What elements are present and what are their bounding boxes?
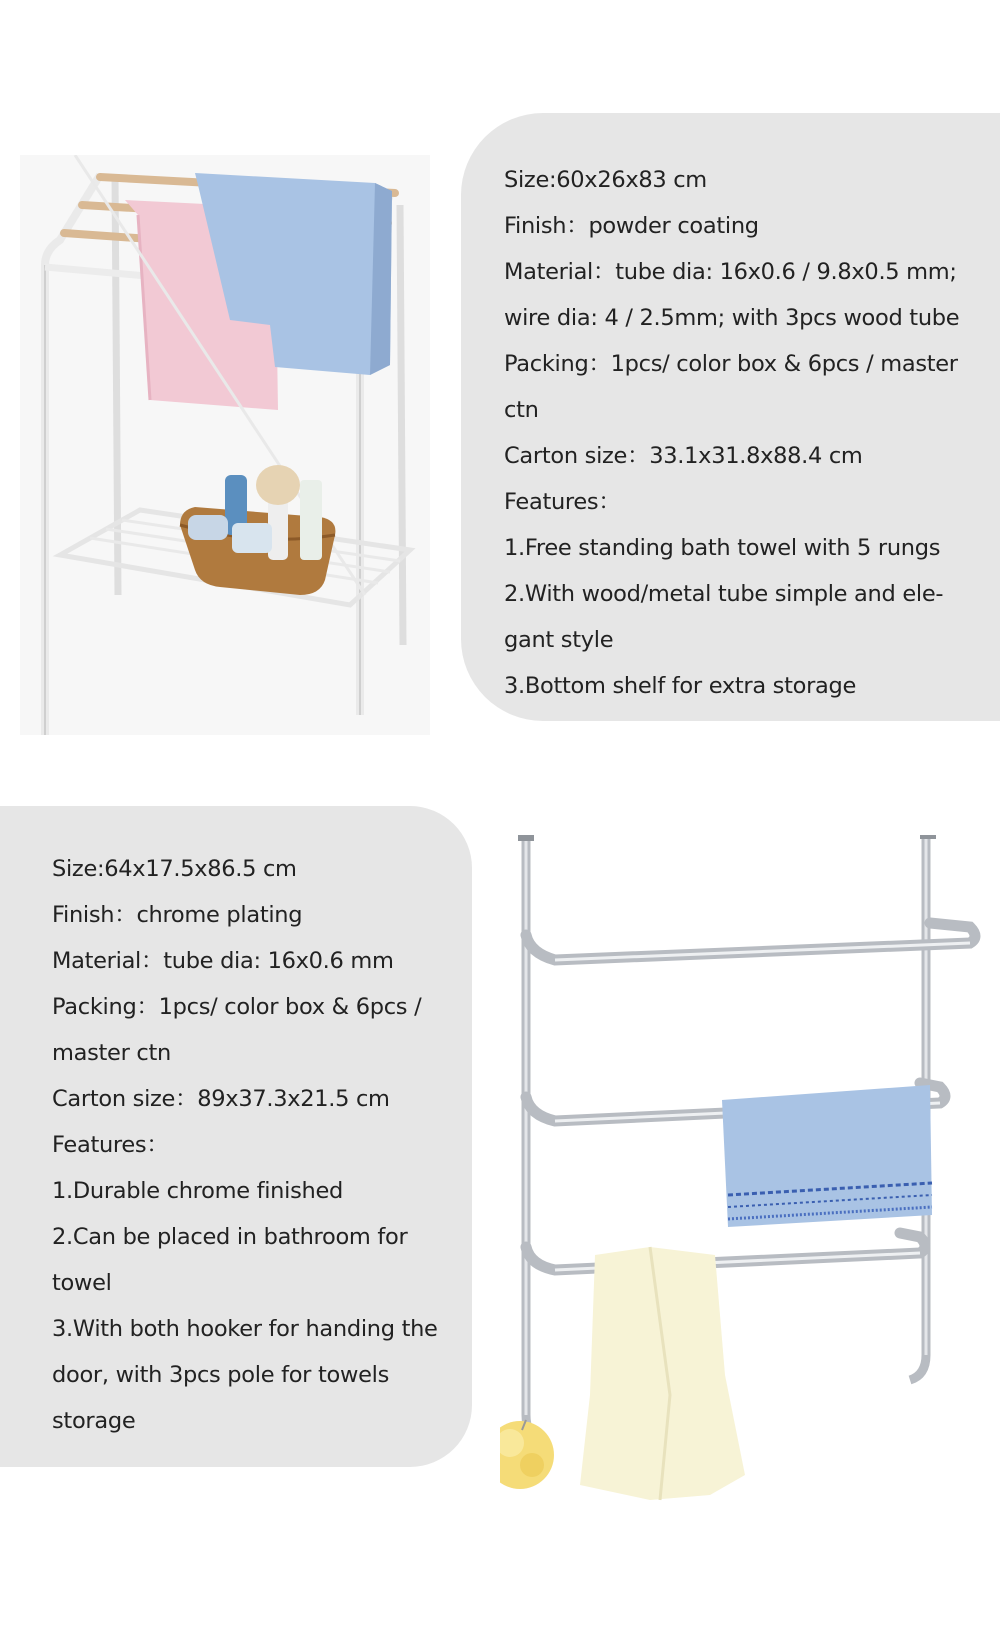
feature-1: 1.Durable chrome finished [52, 1178, 343, 1204]
feature-2-cont: gant style [504, 627, 614, 653]
feature-2-cont: towel [52, 1270, 112, 1296]
material-text-cont: wire dia: 4 / 2.5mm; with 3pcs wood tube [504, 305, 960, 331]
carton-size-text: Carton size：89x37.3x21.5 cm [52, 1086, 390, 1112]
feature-2: 2.Can be placed in bathroom for [52, 1224, 408, 1250]
towel-stand-photo [20, 155, 430, 735]
finish-text: Finish：chrome plating [52, 902, 303, 928]
feature-3: 3.With both hooker for handing the [52, 1316, 438, 1342]
spec-panel-1 [461, 113, 1000, 721]
spec-panel-2 [0, 806, 472, 1467]
over-door-rack-photo [500, 835, 990, 1550]
size-text: Size:60x26x83 cm [504, 167, 707, 193]
feature-2: 2.With wood/metal tube simple and ele- [504, 581, 944, 607]
material-text: Material：tube dia: 16x0.6 mm [52, 948, 394, 974]
carton-size-text: Carton size：33.1x31.8x88.4 cm [504, 443, 863, 469]
material-text: Material：tube dia: 16x0.6 / 9.8x0.5 mm; [504, 259, 957, 285]
features-heading: Features： [504, 489, 621, 515]
packing-text-cont: ctn [504, 397, 539, 423]
features-heading: Features： [52, 1132, 169, 1158]
finish-text: Finish：powder coating [504, 213, 759, 239]
feature-3-cont-2: storage [52, 1408, 136, 1434]
packing-text-cont: master ctn [52, 1040, 171, 1066]
packing-text: Packing：1pcs/ color box & 6pcs / [52, 994, 422, 1020]
size-text: Size:64x17.5x86.5 cm [52, 856, 297, 882]
feature-3: 3.Bottom shelf for extra storage [504, 673, 857, 699]
feature-1: 1.Free standing bath towel with 5 rungs [504, 535, 941, 561]
feature-3-cont: door, with 3pcs pole for towels [52, 1362, 389, 1388]
packing-text: Packing：1pcs/ color box & 6pcs / master [504, 351, 958, 377]
